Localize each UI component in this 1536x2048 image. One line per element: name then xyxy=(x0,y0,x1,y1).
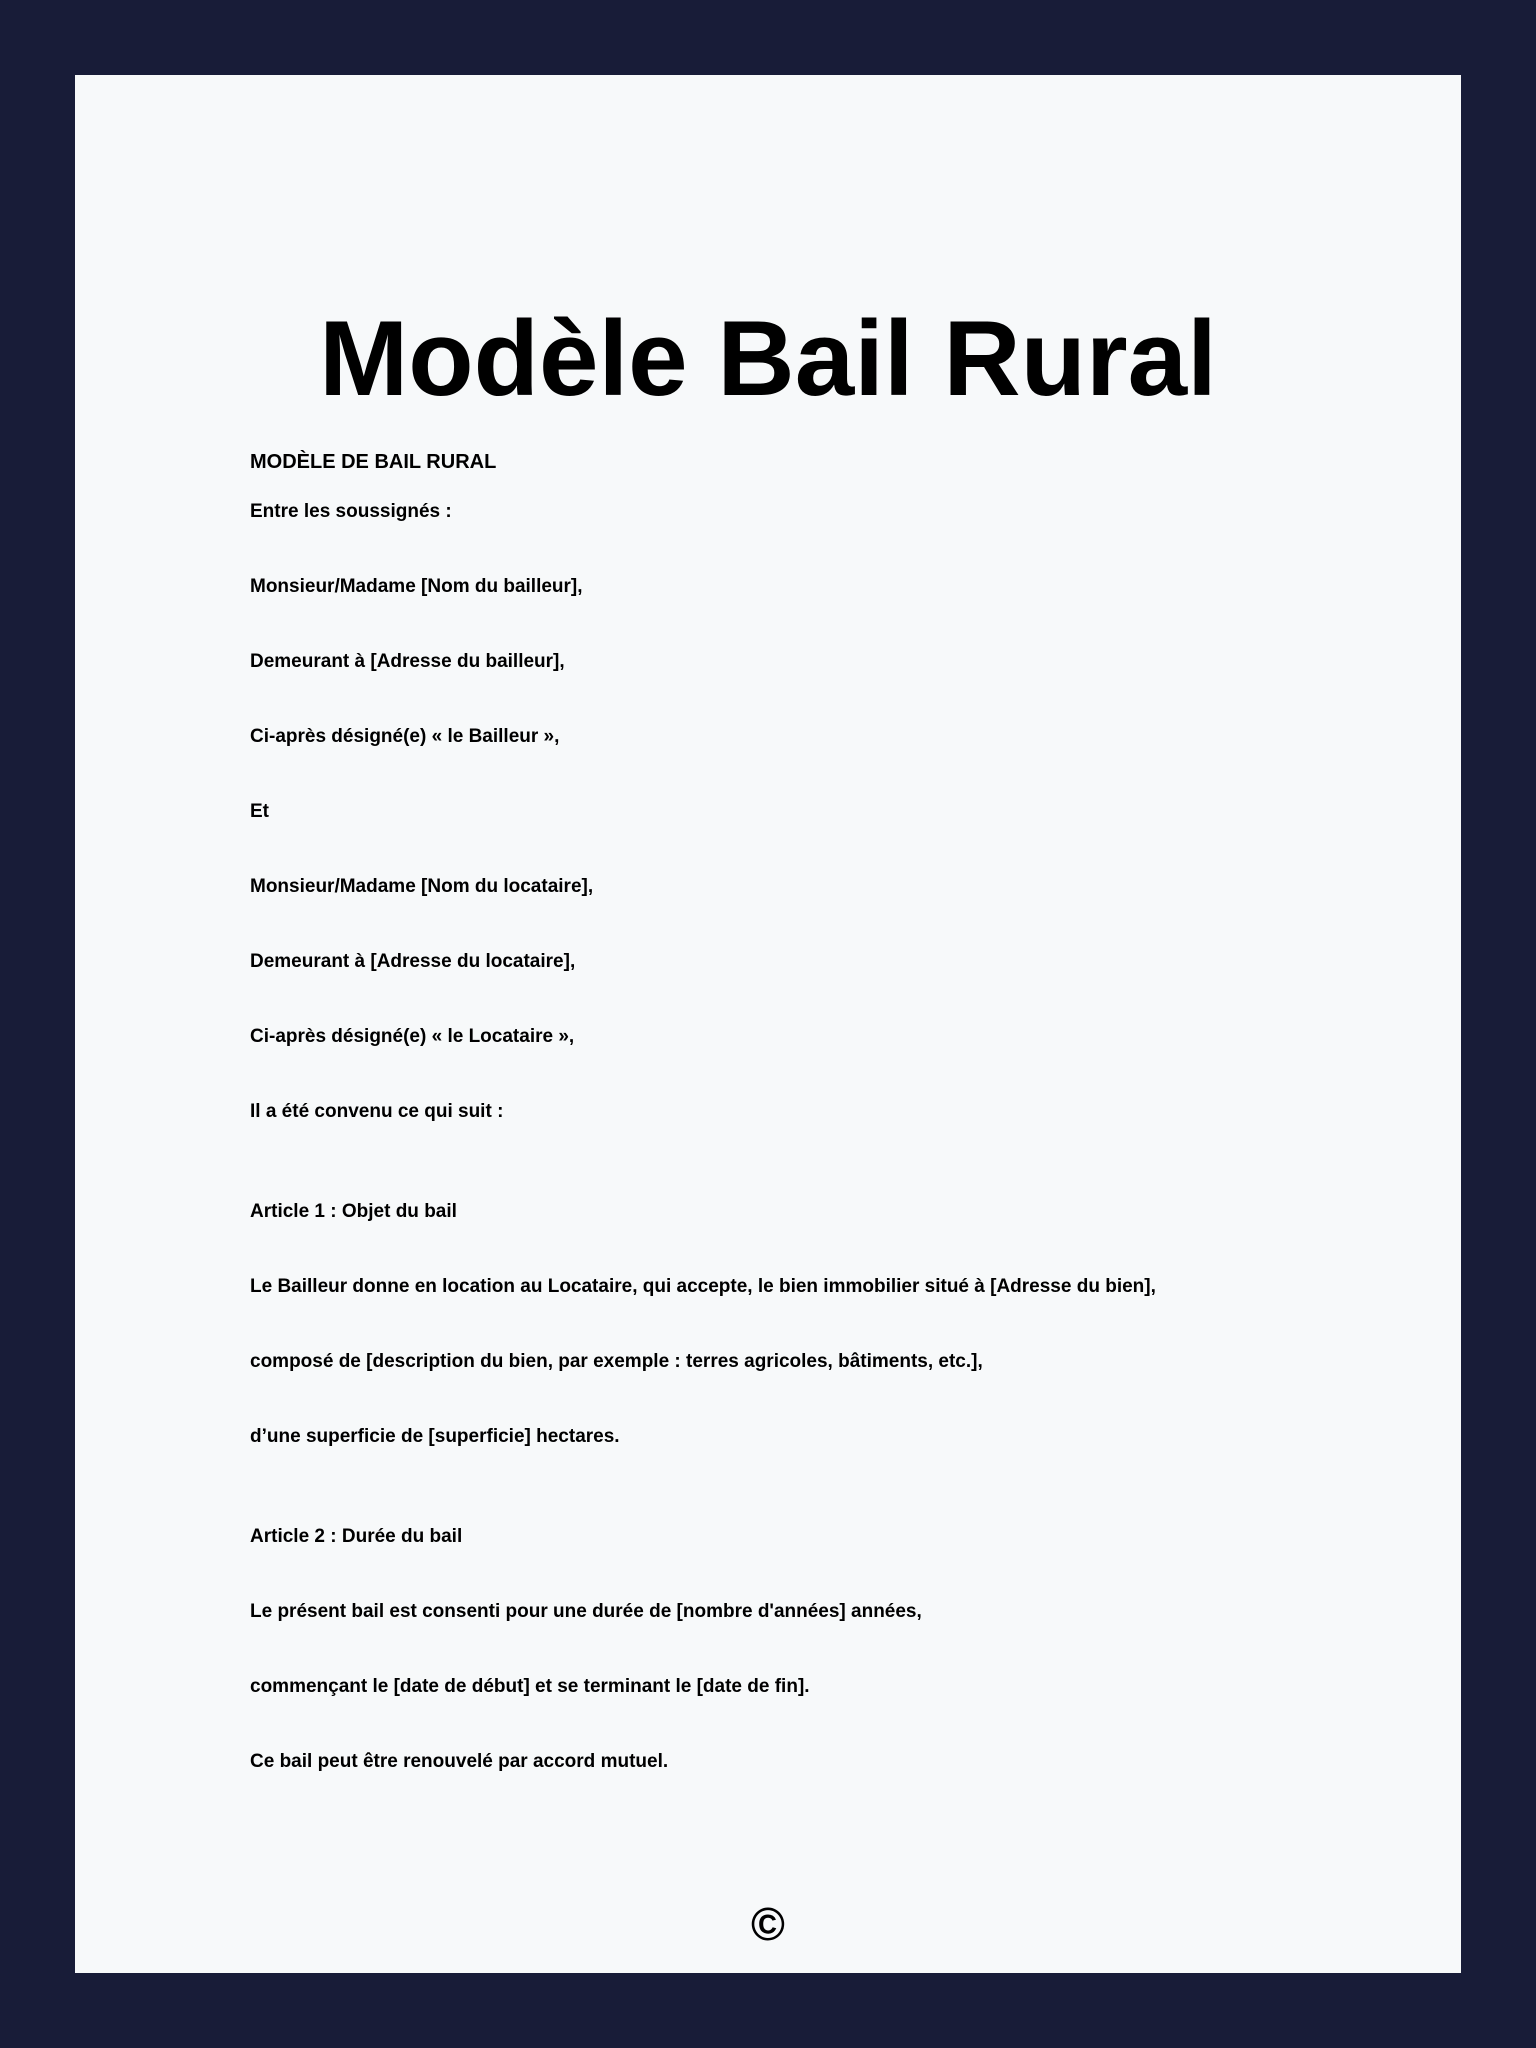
document-heading: MODÈLE DE BAIL RURAL xyxy=(250,451,497,473)
lessor-name: Monsieur/Madame [Nom du bailleur], xyxy=(250,576,583,597)
lessor-address: Demeurant à [Adresse du bailleur], xyxy=(250,651,565,672)
article-1-line-2: composé de [description du bien, par exemple : terres agricoles, bâtiments, etc.], xyxy=(250,1351,983,1372)
page-title: Modèle Bail Rural xyxy=(319,298,1217,418)
tenant-name: Monsieur/Madame [Nom du locataire], xyxy=(250,876,594,897)
article-2-line-2: commençant le [date de début] et se terminant le [date de fin]. xyxy=(250,1676,810,1697)
tenant-address: Demeurant à [Adresse du locataire], xyxy=(250,951,576,972)
agreement-intro: Il a été convenu ce qui suit : xyxy=(250,1101,504,1122)
article-2-heading: Article 2 : Durée du bail xyxy=(250,1526,463,1547)
article-2-line-1: Le présent bail est consenti pour une durée de [nombre d'années] années, xyxy=(250,1601,922,1622)
article-1-line-1: Le Bailleur donne en location au Locataire, qui accepte, le bien immobilier situé à [Adresse du bien], xyxy=(250,1276,1156,1297)
conjunction-et: Et xyxy=(250,801,269,822)
article-1-line-3: d’une superficie de [superficie] hectares. xyxy=(250,1426,620,1447)
article-1-heading: Article 1 : Objet du bail xyxy=(250,1201,457,1222)
parties-intro: Entre les soussignés : xyxy=(250,501,452,522)
lessor-designation: Ci-après désigné(e) « le Bailleur », xyxy=(250,726,560,747)
article-2-line-3: Ce bail peut être renouvelé par accord mutuel. xyxy=(250,1751,669,1772)
document-page xyxy=(75,75,1461,1973)
copyright-icon: © xyxy=(751,1898,785,1950)
tenant-designation: Ci-après désigné(e) « le Locataire », xyxy=(250,1026,575,1047)
